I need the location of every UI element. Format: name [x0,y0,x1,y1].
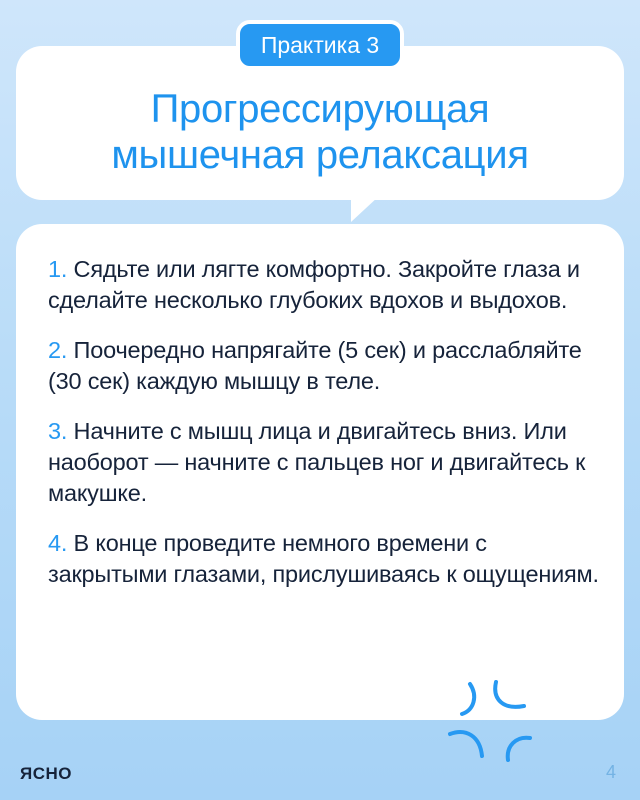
burst-stroke-bottom-right [508,738,530,760]
step-2-number: 2. [48,337,68,363]
step-1 [48,254,608,316]
step-2-text: Поочередно напрягайте (5 сек) и расслабляйте (30 сек) каждую мышцу в теле. [48,337,582,394]
step-3-text: Начните с мышц лица и двигайтесь вниз. Или наоборот — начните с пальцев ног и двигайтесь к макушке. [48,418,586,506]
burst-stroke-bottom-left [450,732,482,756]
brand-logo: ЯСНО [20,764,72,783]
title-line-1: Прогрессирующая [150,87,490,131]
steps-list [48,254,608,609]
step-1-text: Сядьте или лягте комфортно. Закройте глаза и сделайте несколько глубоких вдохов и выдохов. [48,256,580,313]
content-card [16,224,624,720]
title-line-2: мышечная релаксация [111,133,529,177]
step-3-number: 3. [48,418,68,444]
burst-stroke-top-left [462,684,474,714]
step-3 [48,416,608,509]
step-2 [48,335,608,397]
page-title [16,86,624,178]
page-number: 4 [605,762,616,782]
step-4-text: В конце проведите немного времени с закрытыми глазами, прислушиваясь к ощущениям. [48,530,599,587]
step-1-number: 1. [48,256,68,282]
step-4 [48,528,608,590]
step-4-number: 4. [48,530,68,556]
burst-stroke-top-right [495,682,524,707]
burst-lines-icon [444,676,532,764]
practice-badge: Практика 3 [236,20,404,70]
